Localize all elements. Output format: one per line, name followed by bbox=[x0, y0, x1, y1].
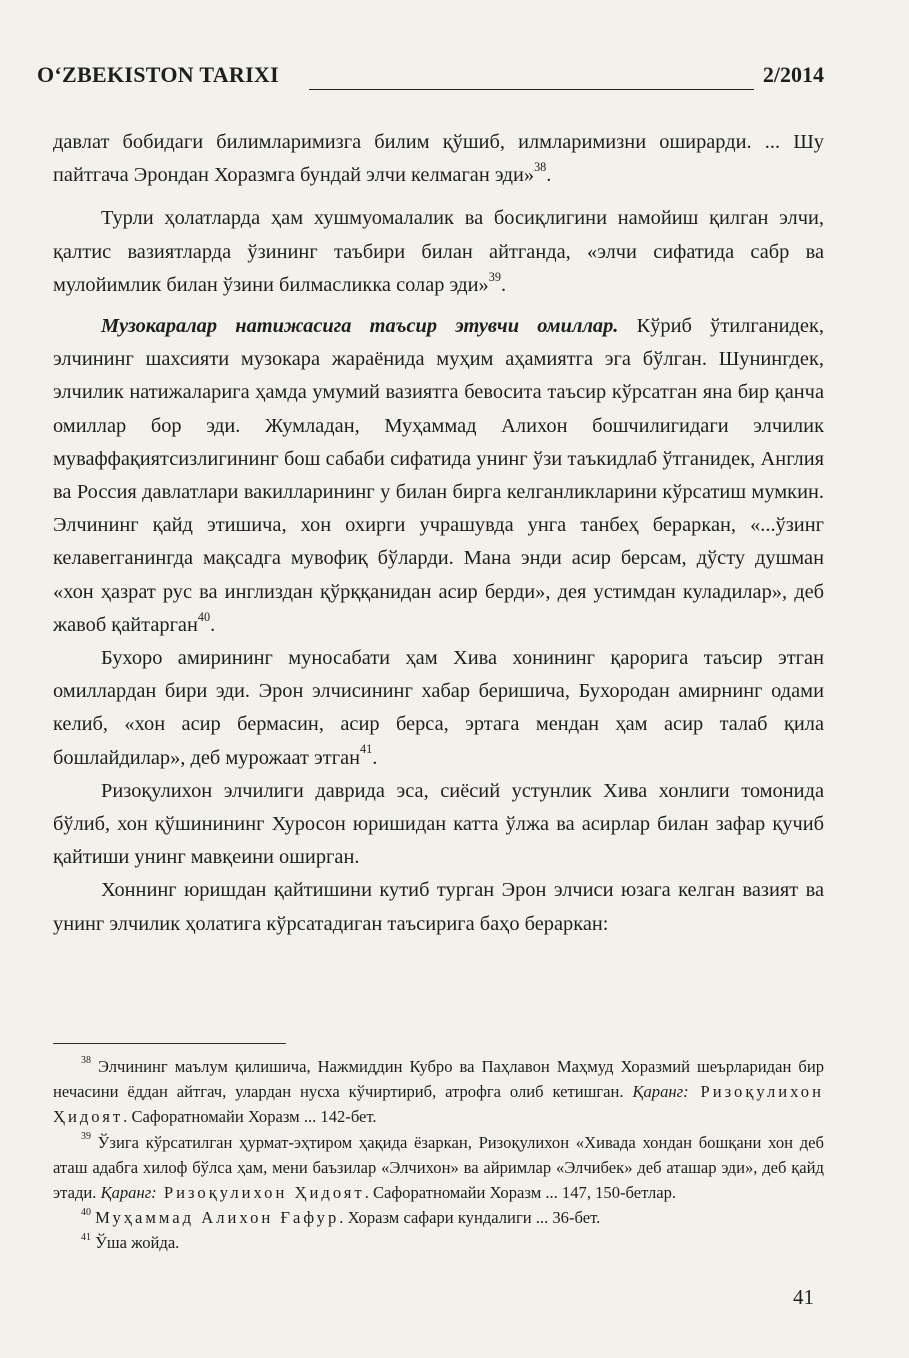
footnote-rule bbox=[53, 1043, 286, 1044]
footnotes bbox=[53, 1054, 824, 1256]
page-number: 41 bbox=[793, 1285, 814, 1309]
footnote-40: $^{40}$ Муҳаммад Алихон Ғафур. Хоразм сафари кундалиги ... 36-бет. bbox=[81, 1206, 601, 1228]
footnote-ref-39: 39 bbox=[488, 269, 501, 284]
journal-title: O‘ZBEKISTON TARIXI bbox=[37, 62, 279, 87]
paragraph-2: Турли ҳолатларда ҳам хушмуомалалик ва босиқлигини намойиш қилган элчи, қалтис вазиятларда ўзининг таъбири билан айтганда, «элчи сифатида сабр ва мулойимлик билан ўзини билмасликка солар эди»$^{39}$. bbox=[53, 207, 824, 296]
paragraph-1: давлат бобидаги билимларимизга билим қўшиб, илмларимизни оширарди. ... Шу пайтгача Эрондан Хоразмга бундай элчи келмаган эди»$^{38}$. bbox=[53, 131, 824, 187]
section-heading: Музокаралар натижасига таъсир этувчи омиллар. bbox=[101, 315, 619, 338]
issue-number: 2/2014 bbox=[762, 62, 824, 87]
footnote-38: $^{38}$ Элчининг маълум қилишича, Нажмиддин Кубро ва Паҳлавон Маҳмуд Хоразмий шеърларидан бир нечасини ёддан айтгач, улардан нусха кўчиртириб, атрофга олиб кетишган. Қаранг: Ризоқулихон Ҳидоят. Сафоратномайи Хоразм ... 142-бет. bbox=[53, 1055, 824, 1127]
footnote-ref-38: 38 bbox=[534, 159, 547, 174]
paragraph-3: Музокаралар натижасига таъсир этувчи омиллар. Кўриб ўтилганидек, элчининг шахсияти музокара жараёнида муҳим аҳамиятга эга бўлган. Шунингдек, элчилик натижаларига ҳамда умумий вазиятга бевосита таъсир кўрсатган яна бир қанча омиллар бор эди. Жумладан, Муҳаммад Алихон бошчилигидаги элчилик муваффақиятсизлигининг бош сабаби сифатида унинг ўзи таъкидлаб ўтганидек, Англия ва Россия давлатлари вакилларининг у билан бирга келганликларини кўрсатиш мумкин. Элчининг қайд этишича, хон охирги учрашувда унга танбеҳ бераркан, «...ўзинг келавerганингда мақсадга мувофиқ бўларди. Мана энди асир берсам, дўсту душман «хон ҳазрат рус ва инглиздан қўрққанидан асир берди», дея устимдан куладилар», деб жавоб қайтарган$^{40}$. bbox=[53, 315, 824, 636]
header-rule bbox=[309, 89, 754, 90]
running-header bbox=[37, 62, 824, 94]
paragraph-6: Хоннинг юришдан қайтишини кутиб турган Эрон элчиси юзага келган вазият ва унинг элчилик ҳолатига кўрсатадиган таъсирига баҳо бераркан: bbox=[53, 879, 824, 935]
footnote-ref-40: 40 bbox=[197, 609, 211, 624]
footnote-39: $^{39}$ Ўзига кўрсатилган ҳурмат-эҳтиром ҳақида ёзаркан, Ризоқулихон «Хивада хондан бошқани хон деб аташ адабга хилоф бўлса ҳам, мени баъзилар «Элчихон» ва айримлар «Элчибек» деб аташар эди», деб қайд этади. Қаранг: Ризоқулихон Ҳидоят. Сафоратномайи Хоразм ... 147, 150-бетлар. bbox=[53, 1131, 824, 1203]
paragraph-5: Ризоқулихон элчилиги даврида эса, сиёсий устунлик Хива хонлиги томонида бўлиб, хон қўшинининг Хуросон юришидан катта ўлжа ва асирлар билан зафар қучиб қайтиши унинг мавқеини оширган. bbox=[53, 779, 824, 869]
paragraph-4: Бухоро амирининг муносабати ҳам Хива хонининг қарорига таъсир этган омиллардан бири эди. Эрон элчисининг хабар беришича, Бухородан амирнинг одами келиб, «хон асир бермасин, асир берса, эртага мендан ҳам асир талаб қила бошлайдилар», деб мурожаат этган$^{41}$. bbox=[53, 647, 824, 769]
footnote-41: $^{41}$ Ўша жойда. bbox=[81, 1231, 180, 1253]
main-text bbox=[53, 126, 824, 941]
footnote-ref-41: 41 bbox=[360, 742, 373, 757]
